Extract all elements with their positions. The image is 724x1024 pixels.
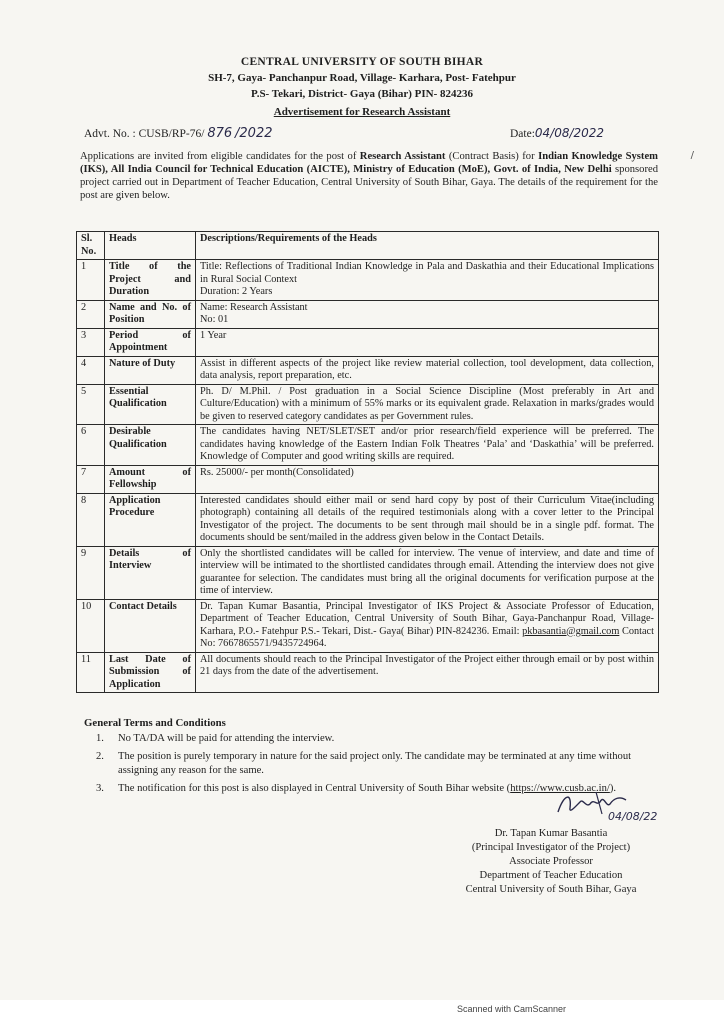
table-row: 9 Details of Interview Only the shortlisted candidates will be called for interview. The venue of interview, and date and time of interview will be intimated to the shortlisted candidates through email. Attending the interview does not give guarantee for selection. The candidates must bring all the original documents for verification purpose at the time of interview. <box>77 546 659 599</box>
university-name: CENTRAL UNIVERSITY OF SOUTH BIHAR <box>240 56 484 68</box>
signatory-department: Department of Teacher Education <box>479 870 623 881</box>
table-row: 2 Name and No. of Position Name: Research Assistant No: 01 <box>77 300 659 328</box>
intro-paragraph: Applications are invited from eligible candidates for the post of Research Assistant (Contract Basis) for Indian Knowledge System (IKS), All India Council for Technical Education (AICTE), Ministry of Education (MoE), Govt. of India, New Delhi sponsored project carried out in Department of Teacher Education, Central University of South Bihar, Gaya. The details of the requirement for the post are given below. <box>80 151 658 201</box>
table-header-row <box>77 232 659 260</box>
signatory-role: (Principal Investigator of the Project) <box>471 842 631 853</box>
advt-date: Date:04/08/2022 <box>510 126 605 140</box>
table-row: 7 Amount of Fellowship Rs. 25000/- per month(Consolidated) <box>77 465 659 493</box>
table-row: 6 Desirable Qualification The candidates having NET/SLET/SET and/or prior research/field experience will be preferred. The candidates having knowledge of the Eastern Indian Folk Theatres ‘Pala’ and ‘Daskathia’ will be preferred. Knowledge of Computer and good writing skills are required. <box>77 425 659 466</box>
header-sl-no: Sl. No. <box>77 232 105 260</box>
website-link[interactable]: https://www.cusb.ac.in/ <box>510 783 610 794</box>
signatory-designation: Associate Professor <box>509 856 593 867</box>
header-heads: Heads <box>105 232 196 260</box>
contact-email-link[interactable]: pkbasantia@gmail.com <box>522 625 620 637</box>
address-line-2: P.S- Tekari, District- Gaya (Bihar) PIN- 824236 <box>250 88 474 100</box>
list-item: 2. The position is purely temporary in nature for the said project only. The candidate may be terminated at any time without assigning any reason for the same. <box>96 751 632 776</box>
list-item: 3. The notification for this post is also displayed in Central University of South Bihar website (https://www.cusb.ac.in/). <box>96 783 617 794</box>
table-row: 1 Title of the Project and Duration Title: Reflections of Traditional Indian Knowledge in Pala and Daskathia and their Educational Implications in Rural Social Context Duration: 2 Years <box>77 260 659 301</box>
table-row: 11 Last Date of Submission of Application All documents should reach to the Principal Investigator of the Project either through email or by post within 21 days from the date of the advertisement. <box>77 652 659 693</box>
list-item: 1. No TA/DA will be paid for attending the interview. <box>96 733 335 744</box>
table-row: 10 Contact Details Dr. Tapan Kumar Basantia, Principal Investigator of IKS Project & Associate Professor of Education, Department of Teacher Education, Central University of South Bihar, Gaya-Panchanpur Road, Village- Karhara, P.O.- Fatehpur P.S.- Tekari, Dist.- Gaya( Bihar) PIN-824236. Email: pkbasantia@gmail.com Contact No: 7667865571/9435724964. <box>77 599 659 652</box>
handwritten-date: 04/08/2022 <box>534 126 605 140</box>
table-row: 5 Essential Qualification Ph. D/ M.Phil. / Post graduation in a Social Science Discipline (Most preferably in Art and Culture/Education) with a minimum of 55% marks or its equivalent grade. Relaxation in marks/grades would be given to reserved category candidates as per Government rules. <box>77 384 659 425</box>
terms-title: General Terms and Conditions <box>84 717 226 729</box>
scanner-watermark: Scanned with CamScanner <box>457 1004 567 1014</box>
advt-number: Advt. No. : CUSB/RP-76/ 876 /2022 <box>84 126 273 141</box>
address-line-1: SH-7, Gaya- Panchanpur Road, Village- Karhara, Post- Fatehpur <box>208 72 516 84</box>
table-row: 3 Period of Appointment 1 Year <box>77 328 659 356</box>
table-row: 4 Nature of Duty Assist in different aspects of the project like review material collection, tool development, data collection, data analysis, report preparation, etc. <box>77 356 659 384</box>
requirements-table <box>76 231 659 693</box>
advertisement-title: Advertisement for Research Assistant <box>273 106 451 118</box>
margin-mark: / <box>690 150 694 161</box>
header-descriptions: Descriptions/Requirements of the Heads <box>196 232 659 260</box>
handwritten-signature <box>550 784 670 824</box>
signatory-block <box>436 827 666 897</box>
signatory-name: Dr. Tapan Kumar Basantia <box>494 828 608 839</box>
signatory-institution: Central University of South Bihar, Gaya <box>465 884 637 895</box>
table-row: 8 Application Procedure Interested candidates should either mail or send hard copy by post of their Curriculum Vitae(including photograph) containing all details of the required testimonials along with a cover letter to the Principal Investigator of the project. The documents to be sent through mail should be in a single pdf. format. The documents should be sent/mailed in the address given below in the Contact Details. <box>77 493 659 546</box>
handwritten-advt-no: 876 <box>207 126 233 141</box>
signature-date: 04/08/22 <box>608 810 658 823</box>
